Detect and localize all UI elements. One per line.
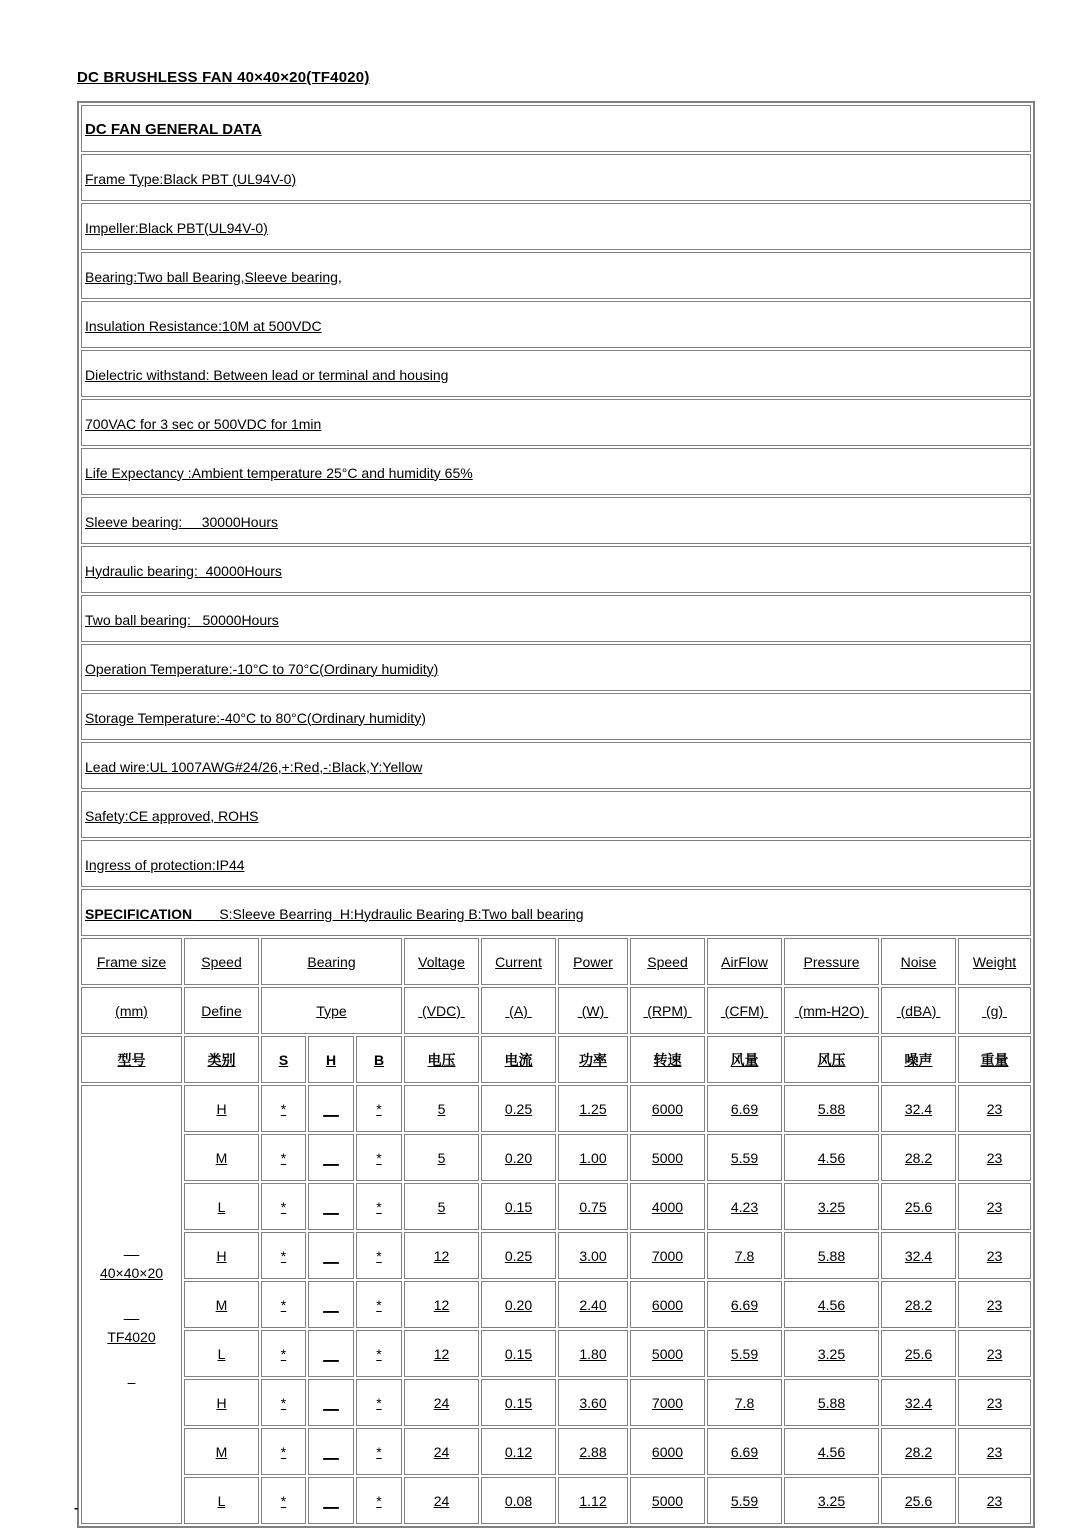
cn-header-category: 类别 <box>184 1036 259 1083</box>
current-cell: 0.20 <box>481 1281 556 1328</box>
rpm-cell: 4000 <box>630 1183 705 1230</box>
current-cell: 0.25 <box>481 1232 556 1279</box>
spec-data-row <box>81 1281 1031 1328</box>
airflow-cell: 7.8 <box>707 1232 782 1279</box>
document-title: DC BRUSHLESS FAN 40×40×20(TF4020) <box>77 69 370 86</box>
noise-cell: 28.2 <box>881 1428 956 1475</box>
bearing-s-mark-cell: * <box>261 1232 306 1279</box>
bearing-b-mark-cell: * <box>356 1428 402 1475</box>
weight-cell: 23 <box>958 1085 1031 1132</box>
general-data-row <box>81 546 1031 593</box>
current-cell: 0.20 <box>481 1134 556 1181</box>
bearing-s-mark-cell: * <box>261 1330 306 1377</box>
speed-define-cell: H <box>184 1085 259 1132</box>
general-data-cell: Sleeve bearing: 30000Hours <box>81 497 1031 544</box>
voltage-cell: 24 <box>404 1379 479 1426</box>
voltage-cell: 12 <box>404 1281 479 1328</box>
unit-header-dba: (dBA) <box>881 987 956 1034</box>
airflow-cell: 6.69 <box>707 1085 782 1132</box>
cn-header-airflow: 风量 <box>707 1036 782 1083</box>
power-cell: 0.75 <box>558 1183 628 1230</box>
cn-header-pressure: 风压 <box>784 1036 879 1083</box>
weight-cell: 23 <box>958 1379 1031 1426</box>
rpm-cell: 5000 <box>630 1134 705 1181</box>
col-header-rpm-speed: Speed <box>630 938 705 985</box>
bearing-h-mark-cell: __ <box>308 1281 354 1328</box>
voltage-cell: 5 <box>404 1085 479 1132</box>
unit-header-type: Type <box>261 987 402 1034</box>
general-data-row <box>81 154 1031 201</box>
current-cell: 0.15 <box>481 1379 556 1426</box>
spec-data-row <box>81 1428 1031 1475</box>
current-cell: 0.08 <box>481 1477 556 1524</box>
bearing-b-mark-cell: * <box>356 1379 402 1426</box>
cn-header-weight: 重量 <box>958 1036 1031 1083</box>
cn-header-current: 电流 <box>481 1036 556 1083</box>
cn-header-bearing-b: B <box>356 1036 402 1083</box>
rpm-cell: 7000 <box>630 1379 705 1426</box>
pressure-cell: 4.56 <box>784 1428 879 1475</box>
general-data-row <box>81 840 1031 887</box>
rpm-cell: 6000 <box>630 1085 705 1132</box>
pressure-cell: 5.88 <box>784 1085 879 1132</box>
general-data-cell: Dielectric withstand: Between lead or terminal and housing <box>81 350 1031 397</box>
general-data-cell: Ingress of protection:IP44 <box>81 840 1031 887</box>
noise-cell: 32.4 <box>881 1085 956 1132</box>
speed-define-cell: M <box>184 1134 259 1181</box>
power-cell: 1.12 <box>558 1477 628 1524</box>
power-cell: 1.00 <box>558 1134 628 1181</box>
general-data-row <box>81 791 1031 838</box>
airflow-cell: 5.59 <box>707 1330 782 1377</box>
unit-header-mm-h2o: (mm-H2O) <box>784 987 879 1034</box>
cn-header-voltage: 电压 <box>404 1036 479 1083</box>
col-header-airflow: AirFlow <box>707 938 782 985</box>
footer-mark: - <box>74 1500 79 1515</box>
rpm-cell: 6000 <box>630 1281 705 1328</box>
airflow-cell: 5.59 <box>707 1477 782 1524</box>
datasheet-table <box>77 101 1035 1528</box>
cn-header-rpm: 转速 <box>630 1036 705 1083</box>
voltage-cell: 12 <box>404 1232 479 1279</box>
bearing-h-mark-cell: __ <box>308 1477 354 1524</box>
general-data-row <box>81 448 1031 495</box>
cn-header-model: 型号 <box>81 1036 182 1083</box>
noise-cell: 32.4 <box>881 1379 956 1426</box>
power-cell: 3.00 <box>558 1232 628 1279</box>
col-header-weight: Weight <box>958 938 1031 985</box>
speed-define-cell: M <box>184 1428 259 1475</box>
bearing-h-mark-cell: __ <box>308 1183 354 1230</box>
specification-row <box>81 889 1031 936</box>
spec-data-row <box>81 1085 1031 1132</box>
spec-header-row-cn <box>81 1036 1031 1083</box>
general-data-cell: Operation Temperature:-10°C to 70°C(Ordinary humidity) <box>81 644 1031 691</box>
power-cell: 2.88 <box>558 1428 628 1475</box>
general-data-row <box>81 497 1031 544</box>
bearing-h-mark-cell: __ <box>308 1134 354 1181</box>
spec-data-row <box>81 1477 1031 1524</box>
general-data-row <box>81 595 1031 642</box>
spec-data-row <box>81 1183 1031 1230</box>
specification-gap <box>192 906 219 922</box>
pressure-cell: 4.56 <box>784 1281 879 1328</box>
col-header-bearing: Bearing <box>261 938 402 985</box>
col-header-voltage: Voltage <box>404 938 479 985</box>
voltage-cell: 5 <box>404 1134 479 1181</box>
rpm-cell: 6000 <box>630 1428 705 1475</box>
power-cell: 1.80 <box>558 1330 628 1377</box>
speed-define-cell: M <box>184 1281 259 1328</box>
weight-cell: 23 <box>958 1281 1031 1328</box>
bearing-b-mark-cell: * <box>356 1183 402 1230</box>
noise-cell: 25.6 <box>881 1477 956 1524</box>
speed-define-cell: H <box>184 1379 259 1426</box>
general-data-cell: Two ball bearing: 50000Hours <box>81 595 1031 642</box>
general-data-cell: Lead wire:UL 1007AWG#24/26,+:Red,-:Black,Y:Yellow <box>81 742 1031 789</box>
bearing-h-mark-cell: __ <box>308 1379 354 1426</box>
airflow-cell: 6.69 <box>707 1281 782 1328</box>
col-header-pressure: Pressure <box>784 938 879 985</box>
noise-cell: 28.2 <box>881 1134 956 1181</box>
speed-define-cell: H <box>184 1232 259 1279</box>
general-data-row <box>81 350 1031 397</box>
general-data-cell: Storage Temperature:-40°C to 80°C(Ordinary humidity) <box>81 693 1031 740</box>
unit-header-vdc: (VDC) <box>404 987 479 1034</box>
general-data-row <box>81 399 1031 446</box>
airflow-cell: 4.23 <box>707 1183 782 1230</box>
bearing-h-mark-cell: __ <box>308 1330 354 1377</box>
weight-cell: 23 <box>958 1330 1031 1377</box>
bearing-b-mark-cell: * <box>356 1330 402 1377</box>
spec-data-row <box>81 1330 1031 1377</box>
voltage-cell: 24 <box>404 1477 479 1524</box>
bearing-h-mark-cell: __ <box>308 1428 354 1475</box>
current-cell: 0.25 <box>481 1085 556 1132</box>
unit-header-mm: (mm) <box>81 987 182 1034</box>
general-data-row <box>81 301 1031 348</box>
noise-cell: 28.2 <box>881 1281 956 1328</box>
general-data-row <box>81 252 1031 299</box>
general-data-cell: Hydraulic bearing: 40000Hours <box>81 546 1031 593</box>
unit-header-define: Define <box>184 987 259 1034</box>
airflow-cell: 5.59 <box>707 1134 782 1181</box>
pressure-cell: 3.25 <box>784 1330 879 1377</box>
general-data-cell: Safety:CE approved, ROHS <box>81 791 1031 838</box>
bearing-s-mark-cell: * <box>261 1428 306 1475</box>
specification-cell <box>81 889 1031 936</box>
power-cell: 3.60 <box>558 1379 628 1426</box>
general-data-cell: Frame Type:Black PBT (UL94V-0) <box>81 154 1031 201</box>
current-cell: 0.15 <box>481 1330 556 1377</box>
general-data-row <box>81 742 1031 789</box>
current-cell: 0.15 <box>481 1183 556 1230</box>
col-header-speed: Speed <box>184 938 259 985</box>
rpm-cell: 5000 <box>630 1330 705 1377</box>
pressure-cell: 5.88 <box>784 1232 879 1279</box>
bearing-b-mark-cell: * <box>356 1085 402 1132</box>
noise-cell: 25.6 <box>881 1330 956 1377</box>
bearing-b-mark-cell: * <box>356 1134 402 1181</box>
unit-header-w: (W) <box>558 987 628 1034</box>
col-header-power: Power <box>558 938 628 985</box>
bearing-s-mark-cell: * <box>261 1183 306 1230</box>
speed-define-cell: L <box>184 1477 259 1524</box>
speed-define-cell: L <box>184 1330 259 1377</box>
col-header-noise: Noise <box>881 938 956 985</box>
speed-define-cell: L <box>184 1183 259 1230</box>
general-data-header: DC FAN GENERAL DATA <box>81 105 1031 152</box>
general-data-cell: 700VAC for 3 sec or 500VDC for 1min <box>81 399 1031 446</box>
rpm-cell: 5000 <box>630 1477 705 1524</box>
spec-data-row <box>81 1379 1031 1426</box>
specification-label: SPECIFICATION <box>85 905 193 922</box>
col-header-frame-size: Frame size <box>81 938 182 985</box>
bearing-b-mark-cell: * <box>356 1281 402 1328</box>
pressure-cell: 3.25 <box>784 1183 879 1230</box>
bearing-s-mark-cell: * <box>261 1281 306 1328</box>
voltage-cell: 12 <box>404 1330 479 1377</box>
frame-size-cell <box>81 1085 182 1524</box>
general-data-cell: Life Expectancy :Ambient temperature 25°C and humidity 65% <box>81 448 1031 495</box>
spec-data-row <box>81 1232 1031 1279</box>
unit-header-cfm: (CFM) <box>707 987 782 1034</box>
frame-size-model: TF4020 <box>107 1328 156 1345</box>
voltage-cell: 5 <box>404 1183 479 1230</box>
bearing-s-mark-cell: * <box>261 1379 306 1426</box>
noise-cell: 32.4 <box>881 1232 956 1279</box>
general-data-cell: Impeller:Black PBT(UL94V-0) <box>81 203 1031 250</box>
pressure-cell: 5.88 <box>784 1379 879 1426</box>
unit-header-rpm: (RPM) <box>630 987 705 1034</box>
weight-cell: 23 <box>958 1183 1031 1230</box>
power-cell: 2.40 <box>558 1281 628 1328</box>
unit-header-a: (A) <box>481 987 556 1034</box>
airflow-cell: 6.69 <box>707 1428 782 1475</box>
cn-header-noise: 噪声 <box>881 1036 956 1083</box>
voltage-cell: 24 <box>404 1428 479 1475</box>
general-data-row <box>81 203 1031 250</box>
current-cell: 0.12 <box>481 1428 556 1475</box>
pressure-cell: 4.56 <box>784 1134 879 1181</box>
general-data-header-row <box>81 105 1031 152</box>
cn-header-power: 功率 <box>558 1036 628 1083</box>
bearing-h-mark-cell: __ <box>308 1085 354 1132</box>
weight-cell: 23 <box>958 1477 1031 1524</box>
cn-header-bearing-h: H <box>308 1036 354 1083</box>
general-data-row <box>81 644 1031 691</box>
noise-cell: 25.6 <box>881 1183 956 1230</box>
unit-header-g: (g) <box>958 987 1031 1034</box>
general-data-cell: Insulation Resistance:10M at 500VDC <box>81 301 1031 348</box>
spec-data-row <box>81 1134 1031 1181</box>
rpm-cell: 7000 <box>630 1232 705 1279</box>
bearing-s-mark-cell: * <box>261 1134 306 1181</box>
airflow-cell: 7.8 <box>707 1379 782 1426</box>
frame-size-dimensions: 40×40×20 <box>99 1264 164 1281</box>
spec-header-row-units <box>81 987 1031 1034</box>
cn-header-bearing-s: S <box>261 1036 306 1083</box>
weight-cell: 23 <box>958 1232 1031 1279</box>
weight-cell: 23 <box>958 1428 1031 1475</box>
bearing-s-mark-cell: * <box>261 1477 306 1524</box>
power-cell: 1.25 <box>558 1085 628 1132</box>
general-data-cell: Bearing:Two ball Bearing,Sleeve bearing, <box>81 252 1031 299</box>
bearing-h-mark-cell: __ <box>308 1232 354 1279</box>
general-data-row <box>81 693 1031 740</box>
specification-legend: S:Sleeve Bearring H:Hydraulic Bearing B:Two ball bearing <box>219 905 584 922</box>
bearing-b-mark-cell: * <box>356 1477 402 1524</box>
col-header-current: Current <box>481 938 556 985</box>
weight-cell: 23 <box>958 1134 1031 1181</box>
bearing-s-mark-cell: * <box>261 1085 306 1132</box>
bearing-b-mark-cell: * <box>356 1232 402 1279</box>
pressure-cell: 3.25 <box>784 1477 879 1524</box>
spec-header-row-en <box>81 938 1031 985</box>
